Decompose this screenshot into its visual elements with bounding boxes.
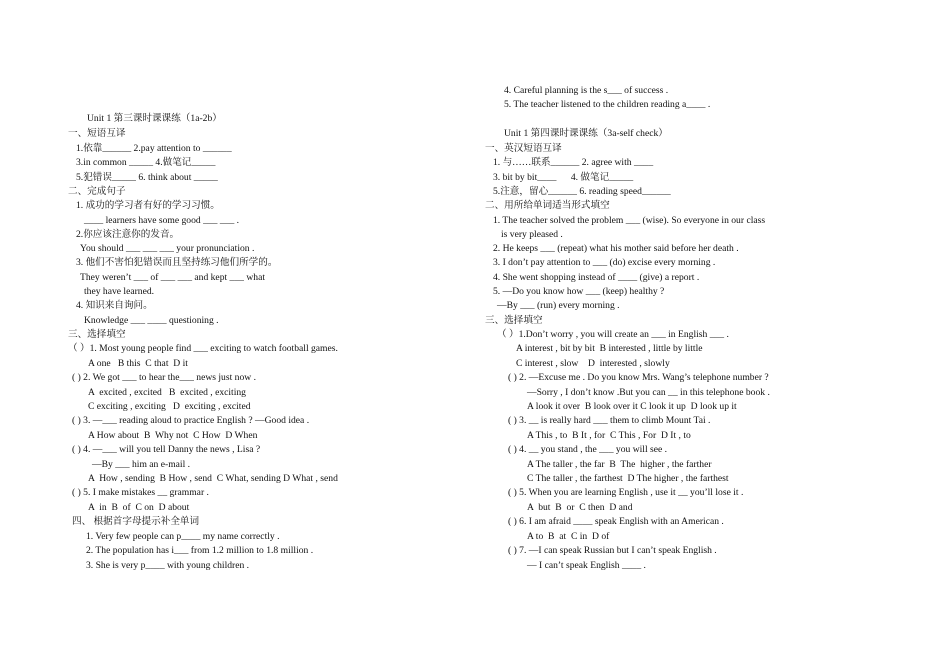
left-line-24: ( ) 4. —___ will you tell Danny the news , Lisa ? [72, 444, 261, 455]
left-line-9: 2.你应该注意你的发音。 [76, 229, 180, 240]
right-line-16: 三、选择填空 [485, 315, 543, 326]
left-line-27: ( ) 5. I make mistakes __ grammar . [72, 487, 209, 498]
right-line-18: A interest , bit by bit B interested , little by little [516, 343, 703, 354]
right-line-10: is very pleased . [501, 229, 563, 240]
right-line-27: C The taller , the farthest D The higher , the farthest [527, 473, 729, 484]
right-line-7: 5.注意，留心______ 6. reading speed______ [493, 186, 671, 197]
right-line-9: 1. The teacher solved the problem ___ (wise). So everyone in our class [493, 215, 766, 226]
right-line-14: 5. —Do you know how ___ (keep) healthy ? [493, 286, 665, 297]
right-line-29: A but B or C then D and [527, 502, 633, 513]
left-line-26: A How , sending B How , send C What, sending D What , send [88, 473, 338, 484]
right-line-30: ( ) 6. I am afraid ____ speak English with an American . [508, 516, 724, 527]
left-line-28: A in B of C on D about [88, 502, 190, 513]
right-line-33: — I can’t speak English ____ . [527, 560, 646, 571]
right-line-5: 1. 与……联系______ 2. agree with ____ [493, 157, 654, 168]
left-line-25: —By ___ him an e-mail . [92, 459, 191, 470]
right-line-23: ( ) 3. __ is really hard ___ them to climb Mount Tai . [508, 415, 711, 426]
left-line-12: They weren’t ___ of ___ ___ and kept ___ what [80, 272, 265, 283]
right-line-2: 5. The teacher listened to the children reading a____ . [504, 99, 711, 110]
left-line-23: A How about B Why not C How D When [88, 430, 258, 441]
right-line-19: C interest , slow D interested , slowly [516, 358, 670, 369]
right-line-4: 一、英汉短语互译 [485, 143, 562, 154]
left-line-20: A excited , excited B excited , exciting [88, 387, 246, 398]
left-line-10: You should ___ ___ ___ your pronunciation . [80, 243, 255, 254]
right-line-22: A look it over B look over it C look it up D look up it [527, 401, 737, 412]
right-line-15: —By ___ (run) every morning . [497, 300, 620, 311]
right-line-17: （ ）1.Don’t worry , you will create an ___ in English ___ . [497, 329, 729, 340]
left-line-17: （ ）1. Most young people find ___ exciting to watch football games. [68, 343, 338, 354]
left-line-21: C exciting , exciting D exciting , excited [88, 401, 251, 412]
right-line-11: 2. He keeps ___ (repeat) what his mother said before her death . [493, 243, 739, 254]
left-line-7: 1. 成功的学习者有好的学习习惯。 [76, 200, 220, 211]
right-line-6: 3. bit by bit____ 4. 做笔记_____ [493, 172, 634, 183]
right-line-31: A to B at C in D of [527, 531, 610, 542]
left-line-4: 3.in common _____ 4.做笔记_____ [76, 157, 216, 168]
left-line-1: Unit 1 第三课时课课练（1a-2b） [87, 113, 222, 124]
left-line-6: 二、完成句子 [68, 186, 126, 197]
left-line-11: 3. 他们不害怕犯错误而且坚持练习他们所学的。 [76, 257, 278, 268]
right-line-24: A This , to B It , for C This , For D It , to [527, 430, 691, 441]
left-line-32: 3. She is very p____ with young children . [86, 560, 250, 571]
right-line-8: 二、用所给单词适当形式填空 [485, 200, 610, 211]
right-line-3: Unit 1 第四课时课课练（3a-self check） [504, 128, 668, 139]
right-line-1: 4. Careful planning is the s___ of success . [504, 85, 669, 96]
left-line-8: ____ learners have some good ___ ___ . [84, 215, 240, 226]
left-line-30: 1. Very few people can p____ my name correctly . [86, 531, 280, 542]
left-line-18: A one B this C that D it [88, 358, 188, 369]
right-line-12: 3. I don’t pay attention to ___ (do) excise every morning . [493, 257, 716, 268]
left-line-2: 一、短语互译 [68, 128, 126, 139]
right-line-21: —Sorry , I don’t know .But you can __ in this telephone book . [527, 387, 770, 398]
left-line-22: ( ) 3. —___ reading aloud to practice English ? —Good idea . [72, 415, 310, 426]
left-line-3: 1.依靠______ 2.pay attention to ______ [76, 143, 232, 154]
left-line-29: 四、 根据首字母提示补全单词 [72, 516, 200, 527]
right-line-28: ( ) 5. When you are learning English , use it __ you’ll lose it . [508, 487, 744, 498]
left-line-14: 4. 知识来自询问。 [76, 300, 153, 311]
right-line-32: ( ) 7. —I can speak Russian but I can’t speak English . [508, 545, 717, 556]
right-line-20: ( ) 2. —Excuse me . Do you know Mrs. Wang’s telephone number ? [508, 372, 769, 383]
left-line-15: Knowledge ___ ____ questioning . [84, 315, 219, 326]
right-line-26: A The taller , the far B The higher , the farther [527, 459, 712, 470]
left-line-5: 5.犯错误_____ 6. think about _____ [76, 172, 218, 183]
left-line-13: they have learned. [84, 286, 155, 297]
left-line-16: 三、选择填空 [68, 329, 126, 340]
left-line-31: 2. The population has i___ from 1.2 million to 1.8 million . [86, 545, 314, 556]
right-line-25: ( ) 4. __ you stand , the ___ you will see . [508, 444, 668, 455]
right-line-13: 4. She went shopping instead of ____ (give) a report . [493, 272, 700, 283]
left-line-19: ( ) 2. We got ___ to hear the___ news just now . [72, 372, 256, 383]
